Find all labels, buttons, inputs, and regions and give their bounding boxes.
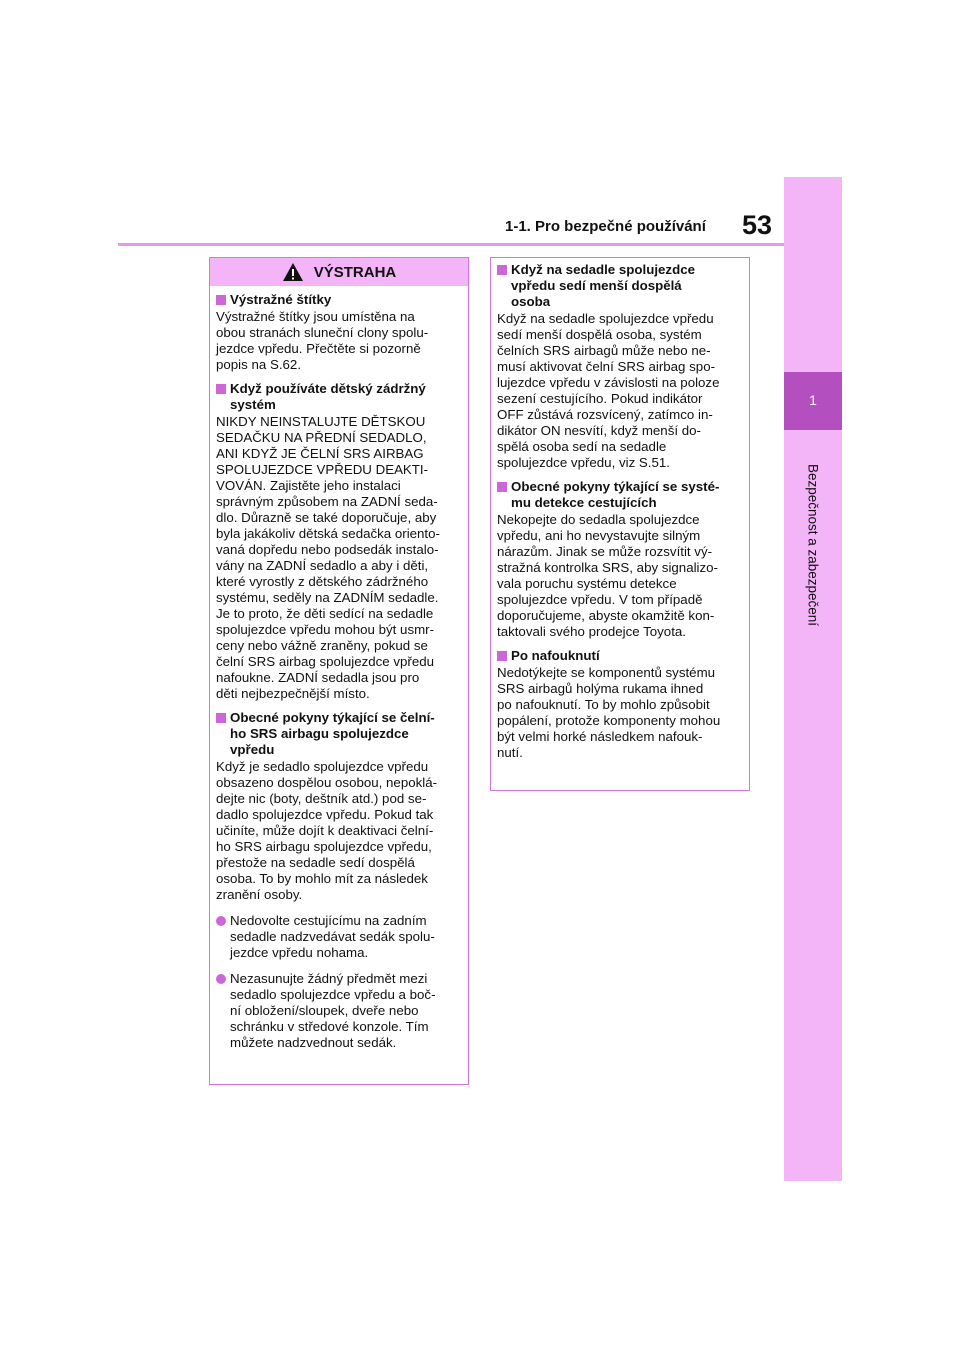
warning-section-text: NIKDY NEINSTALUJTE DĚTSKOU SEDAČKU NA PŘEDNÍ SEDADLO, ANI KDYŽ JE ČELNÍ SRS AIRBAG SPOLUJEZDCE VPŘEDU DEAKTI- VOVÁN. Zajistěte jeho instalaci správným způsobem na ZADNÍ seda- dlo. Důrazně se také doporučuje, aby byla jakákoliv dětská sedačka oriento- vaná dopředu nebo podsedák instalo- vány na ZADNÍ sedadlo a aby i děti, které vyrostly z dětského zádržného systému, seděly na ZADNÍM sedadle. Je to proto, že děti sedící na sedadle spolujezdce vpředu mohou být usmr- ceny nebo vážně zraněny, pokud se čelní SRS airbag spolujezdce vpředu nafoukne. ZADNÍ sedadla jsou pro děti nejbezpečnější místo. [216,414,440,701]
square-bullet-icon [497,265,507,275]
square-bullet-icon [497,482,507,492]
header-divider [118,243,784,246]
warning-section-title: Když používáte dětský zádržný systém [216,381,462,413]
warning-section-text: Když je sedadlo spolujezdce vpředu obsazeno dospělou osobou, nepoklá- dejte nic (boty, deštník atd.) pod se- dadlo spolujezdce vpředu. Pokud tak učiníte, může dojít k deaktivaci čelní- ho SRS airbagu spolujezdce vpředu, přestože na sedadle sedí dospělá osoba. To by mohlo mít za následek zranění osoby. [216,759,438,902]
info-section-text: Nekopejte do sedadla spolujezdce vpředu, ani ho nevystavujte silným nárazům. Jinak se může rozsvítit vý- stražná kontrolka SRS, aby signalizo- vala poruchu systému detekce spolujezdce vpředu. V tom případě doporučujeme, abyste okamžitě kon- taktovali svého prodejce Toyota. [497,512,718,639]
warning-section-title: Obecné pokyny týkající se čelní- ho SRS airbagu spolujezdce vpředu [216,710,462,758]
warning-heading: VÝSTRAHA [313,263,397,281]
square-bullet-icon [216,384,226,394]
square-bullet-icon [216,713,226,723]
section-title: 1-1. Pro bezpečné používání [505,218,706,235]
info-section-title: Obecné pokyny týkající se systé- mu detekce cestujících [497,479,743,511]
warning-triangle-icon [282,262,304,282]
info-section-title: Když na sedadle spolujezdce vpředu sedí menší dospělá osoba [497,262,743,310]
square-bullet-icon [216,295,226,305]
square-bullet-icon [497,651,507,661]
chapter-label: Bezpečnost a zabezpečení [805,463,821,627]
chapter-number: 1 [809,392,817,408]
warning-section-text: Výstražné štítky jsou umístěna na obou stranách sluneční clony spolu- jezdce vpředu. Přečtěte si pozorně popis na S.62. [216,309,429,372]
round-bullet-icon [216,974,226,984]
warning-section-title: Výstražné štítky [216,292,462,308]
chapter-side-tab [784,177,842,1181]
round-bullet-icon [216,916,226,926]
info-section-title: Po nafouknutí [497,648,743,664]
page-number: 53 [741,210,772,240]
warning-box [209,257,469,1085]
info-section-text: Když na sedadle spolujezdce vpředu sedí menší dospělá osoba, systém čelních SRS airbagů může nebo ne- musí aktivovat čelní SRS airbag spo- lujezdce vpředu v závislosti na poloze sezení cestujícího. Pokud indikátor OFF zůstává rozsvícený, zatímco in- dikátor ON nesvítí, když menší do- spělá osoba sedí na sedadle spolujezdce vpředu, viz S.51. [497,311,720,470]
list-item: Nezasunujte žádný předmět mezi sedadlo spolujezdce vpředu a boč- ní obložení/sloupek, dveře nebo schránku v středové konzole. Tím můžete nadzvednout sedák. [216,971,462,1051]
info-box [490,257,750,791]
info-section-text: Nedotýkejte se komponentů systému SRS airbagů holýma rukama ihned po nafouknutí. To by mohlo způsobit popálení, protože komponenty mohou být velmi horké následkem nafouk- nutí. [497,665,721,760]
list-item: Nedovolte cestujícímu na zadním sedadle nadzvedávat sedák spolu- jezdce vpředu nohama. [216,913,462,961]
warning-header [210,258,468,286]
